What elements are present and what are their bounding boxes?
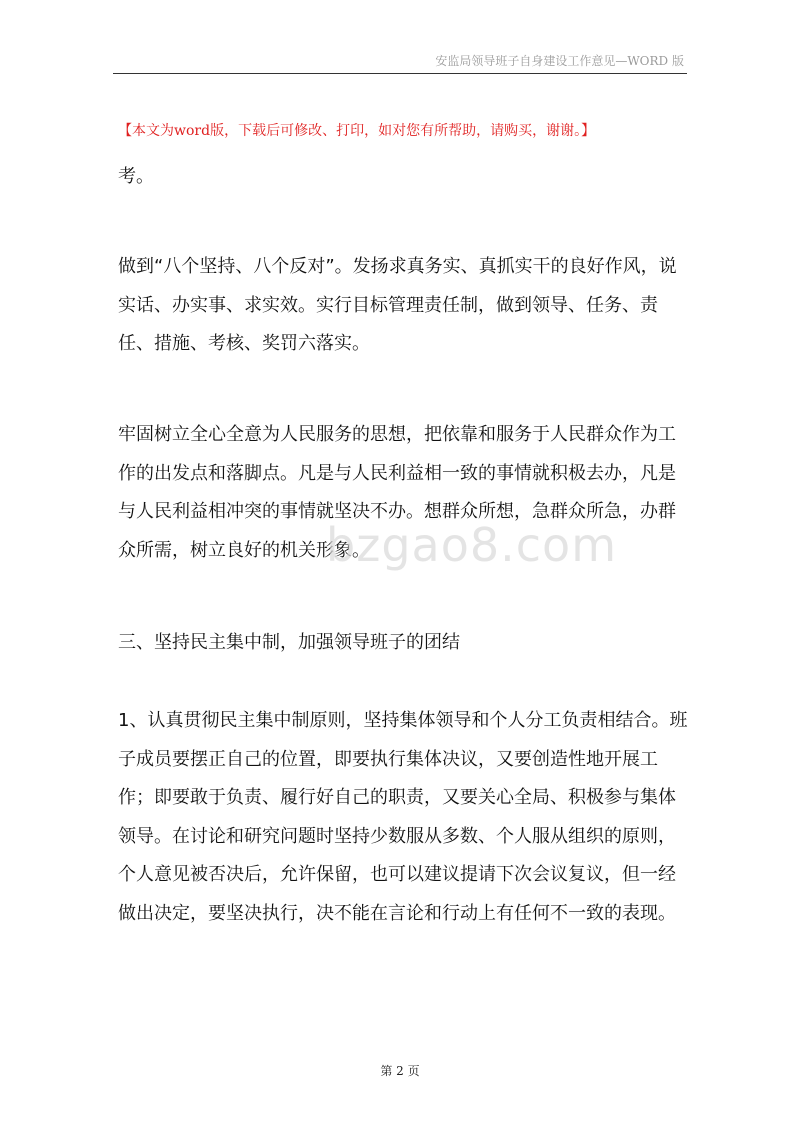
purchase-notice: 【本文为word版，下载后可修改、打印，如对您有所帮助，请购买，谢谢。】	[118, 123, 596, 139]
section-heading-democratic-centralism: 三、坚持民主集中制，加强领导班子的团结	[118, 632, 460, 653]
page-number: 第 2 页	[380, 1064, 420, 1078]
paragraph-serve-people: 牢固树立全心全意为人民服务的思想，把依靠和服务于人民群众作为工作的出发点和落脚点。凡是与人民利益相一致的事情就积极去办，凡是与人民利益相冲突的事情就坚决不办。想群众所想，急群众所急，办群众所需，树立良好的机关形象。	[118, 424, 676, 561]
header-divider	[113, 73, 687, 74]
watermark: bzgao8.com	[326, 518, 618, 572]
paragraph-item-1: 1、认真贯彻民主集中制原则，坚持集体领导和个人分工负责相结合。班子成员要摆正自己的位置，即要执行集体决议，又要创造性地开展工作；即要敢于负责、履行好自己的职责，又要关心全局、积极参与集体领导。在讨论和研究问题时坚持少数服从多数、个人服从组织的原则，个人意见被否决后，允许保留，也可以建议提请下次会议复议，但一经做出决定，要坚决执行，决不能在言论和行动上有任何不一致的表现。	[118, 710, 688, 924]
paragraph-eight-adherences: 做到“八个坚持、八个反对”。发扬求真务实、真抓实干的良好作风，说实话、办实事、求实效。实行目标管理责任制，做到领导、任务、责任、措施、考核、奖罚六落实。	[118, 256, 677, 355]
running-header: 安监局领导班子自身建设工作意见—WORD 版	[435, 54, 684, 68]
paragraph-kao: 考。	[118, 166, 154, 187]
